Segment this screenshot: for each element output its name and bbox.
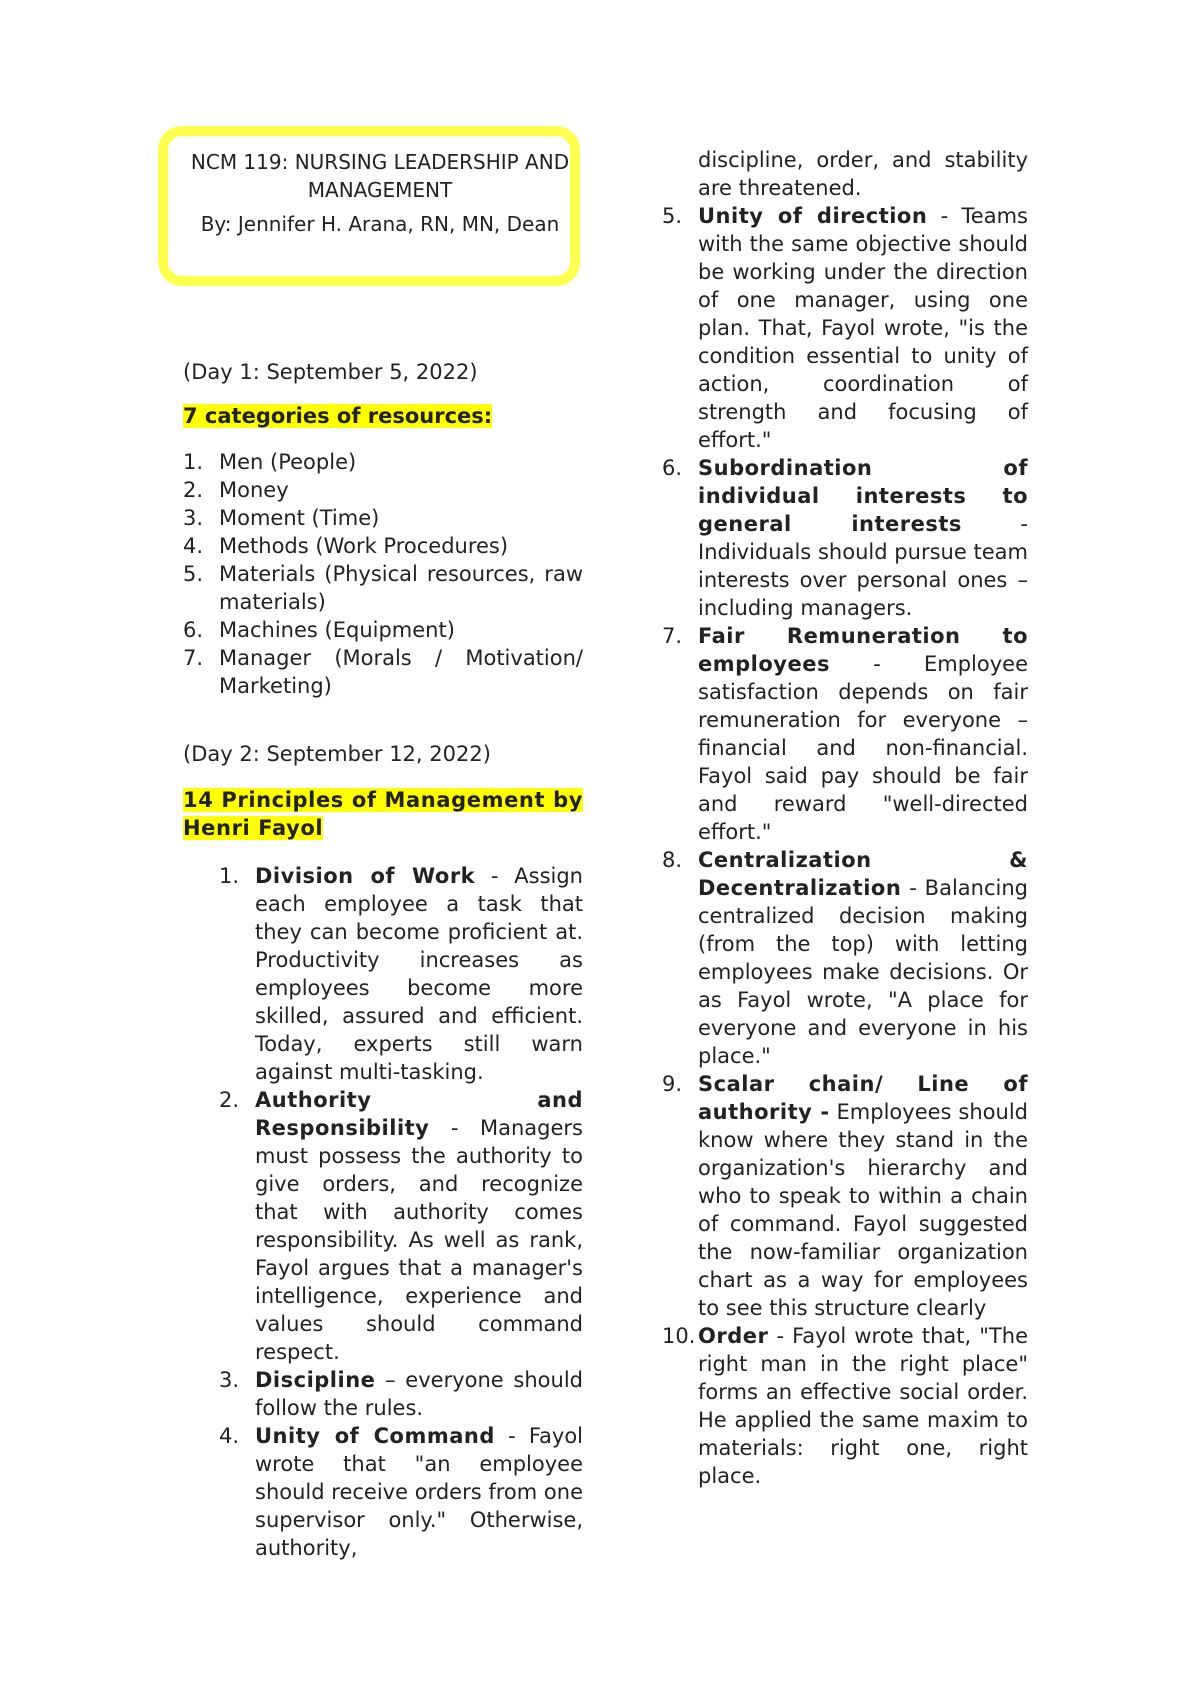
list-item: 10. Order - Fayol wrote that, "The right man in the right place" forms an effective social order. He applied the same maxim to materials: right one, right place. — [662, 1324, 1028, 1488]
list-item: 4. Unity of Command - Fayol wrote that "an employee should receive orders from one supervisor only." Otherwise, authority, — [219, 1424, 583, 1560]
list-item: 4. Methods (Work Procedures) — [183, 534, 509, 558]
principles-list-left — [219, 862, 583, 1562]
list-item: 1. Division of Work - Assign each employee a task that they can become proficient at. Productivity increases as employees become more skilled, assured and efficient. Today, experts still warn against multi-tasking. — [219, 864, 583, 1084]
day1-heading — [183, 404, 492, 428]
day1-label: (Day 1: September 5, 2022) — [183, 360, 478, 384]
list-item: 5. Unity of direction - Teams with the same objective should be working under the direction of one manager, using one plan. That, Fayol wrote, "is the condition essential to unity of action, coordination of strength and focusing of effort." — [662, 204, 1028, 452]
list-item: discipline, order, and stability are threatened. — [698, 148, 1028, 200]
document-header — [170, 148, 590, 238]
list-item: 7. Fair Remuneration to employees - Employee satisfaction depends on fair remuneration for everyone – financial and non-financial. Fayol said pay should be fair and reward "well-directed effort." — [662, 624, 1028, 844]
list-item: 1. Men (People) — [183, 450, 357, 474]
list-item: 6. Subordination of individual interests to general interests - Individuals should pursue team interests over personal ones – including managers. — [662, 456, 1028, 620]
resources-heading: 7 categories of resources: — [183, 404, 493, 428]
list-item: 3. Discipline – everyone should follow the rules. — [219, 1368, 583, 1420]
list-item: 2. Authority and Responsibility - Managers must possess the authority to give orders, and recognize that with authority comes responsibility. As well as rank, Fayol argues that a manager's intelligence, experience and values should command respect. — [219, 1088, 583, 1364]
resources-list — [183, 448, 583, 700]
day2-label: (Day 2: September 12, 2022) — [183, 742, 491, 766]
list-item: 2. Money — [183, 478, 289, 502]
list-item: 5. Materials (Physical resources, raw materials) — [183, 562, 583, 614]
list-item: 7. Manager (Morals / Motivation/ Marketing) — [183, 646, 583, 698]
course-title: NCM 119: NURSING LEADERSHIP AND MANAGEMENT — [190, 150, 570, 202]
principles-list-right — [662, 146, 1028, 1490]
principles-heading: 14 Principles of Management by Henri Fayol — [183, 788, 583, 840]
list-item: 9. Scalar chain/ Line of authority - Employees should know where they stand in the organization's hierarchy and who to speak to within a chain of command. Fayol suggested the now-familiar organization chart as a way for employees to see this structure clearly — [662, 1072, 1028, 1320]
author-line: By: Jennifer H. Arana, RN, MN, Dean — [200, 212, 560, 236]
day2-heading — [183, 786, 583, 842]
list-item: 6. Machines (Equipment) — [183, 618, 455, 642]
list-item: 8. Centralization & Decentralization - Balancing centralized decision making (from the top) with letting employees make decisions. Or as Fayol wrote, "A place for everyone and everyone in his place." — [662, 848, 1028, 1068]
list-item: 3. Moment (Time) — [183, 506, 380, 530]
